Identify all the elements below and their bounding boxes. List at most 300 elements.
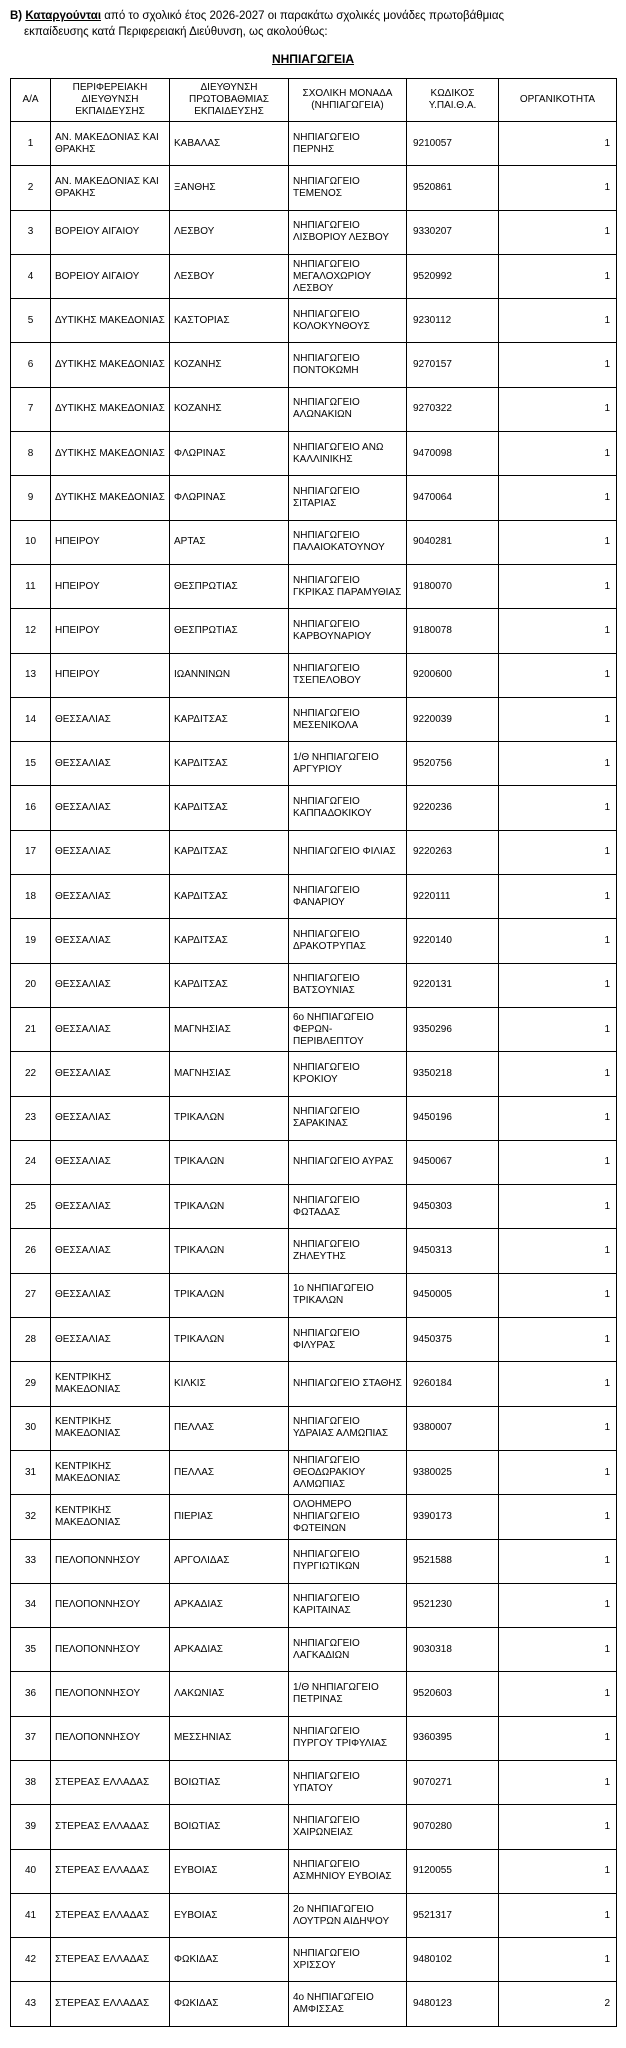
cell-primary-directorate: ΛΑΚΩΝΙΑΣ: [170, 1672, 289, 1716]
cell-code: 9270322: [407, 387, 499, 431]
cell-regional-directorate: ΘΕΣΣΑΛΙΑΣ: [51, 1140, 170, 1184]
cell-regional-directorate: ΚΕΝΤΡΙΚΗΣ ΜΑΚΕΔΟΝΙΑΣ: [51, 1495, 170, 1539]
cell-regional-directorate: ΚΕΝΤΡΙΚΗΣ ΜΑΚΕΔΟΝΙΑΣ: [51, 1450, 170, 1494]
cell-primary-directorate: ΛΕΣΒΟΥ: [170, 210, 289, 254]
cell-aa: 12: [11, 609, 51, 653]
cell-regional-directorate: ΘΕΣΣΑΛΙΑΣ: [51, 1229, 170, 1273]
cell-primary-directorate: ΜΑΓΝΗΣΙΑΣ: [170, 1052, 289, 1096]
table-row: [11, 1052, 617, 1096]
table-row: [11, 1185, 617, 1229]
cell-primary-directorate: ΕΥΒΟΙΑΣ: [170, 1849, 289, 1893]
table-row: [11, 432, 617, 476]
cell-aa: 2: [11, 166, 51, 210]
cell-aa: 24: [11, 1140, 51, 1184]
table-row: [11, 609, 617, 653]
cell-primary-directorate: ΦΛΩΡΙΝΑΣ: [170, 432, 289, 476]
cell-aa: 18: [11, 875, 51, 919]
cell-code: 9520756: [407, 742, 499, 786]
cell-aa: 38: [11, 1760, 51, 1804]
cell-organikotita: 1: [499, 875, 617, 919]
table-row: [11, 742, 617, 786]
cell-primary-directorate: ΤΡΙΚΑΛΩΝ: [170, 1318, 289, 1362]
cell-aa: 17: [11, 830, 51, 874]
table-row: [11, 1628, 617, 1672]
cell-code: 9450375: [407, 1318, 499, 1362]
cell-regional-directorate: ΚΕΝΤΡΙΚΗΣ ΜΑΚΕΔΟΝΙΑΣ: [51, 1406, 170, 1450]
table-row: [11, 122, 617, 166]
cell-school-unit: ΝΗΠΙΑΓΩΓΕΙΟ ΑΣΜΗΝΙΟΥ ΕΥΒΟΙΑΣ: [289, 1849, 407, 1893]
cell-organikotita: 1: [499, 1185, 617, 1229]
cell-school-unit: ΝΗΠΙΑΓΩΓΕΙΟ ΚΡΟΚΙΟΥ: [289, 1052, 407, 1096]
cell-code: 9180078: [407, 609, 499, 653]
header-code: ΚΩΔΙΚΟΣ Υ.ΠΑΙ.Θ.Α.: [407, 79, 499, 122]
cell-primary-directorate: ΜΑΓΝΗΣΙΑΣ: [170, 1007, 289, 1051]
cell-aa: 3: [11, 210, 51, 254]
cell-code: 9450303: [407, 1185, 499, 1229]
cell-regional-directorate: ΗΠΕΙΡΟΥ: [51, 564, 170, 608]
intro-text-2: εκπαίδευσης κατά Περιφερειακή Διεύθυνση, ως ακολούθως:: [24, 26, 328, 38]
cell-code: 9180070: [407, 564, 499, 608]
cell-regional-directorate: ΘΕΣΣΑΛΙΑΣ: [51, 1096, 170, 1140]
cell-aa: 36: [11, 1672, 51, 1716]
cell-regional-directorate: ΑΝ. ΜΑΚΕΔΟΝΙΑΣ ΚΑΙ ΘΡΑΚΗΣ: [51, 122, 170, 166]
table-row: [11, 1938, 617, 1982]
table-row: [11, 963, 617, 1007]
cell-aa: 28: [11, 1318, 51, 1362]
cell-code: 9520603: [407, 1672, 499, 1716]
cell-aa: 33: [11, 1539, 51, 1583]
cell-regional-directorate: ΘΕΣΣΑΛΙΑΣ: [51, 1185, 170, 1229]
cell-organikotita: 1: [499, 1495, 617, 1539]
cell-code: 9120055: [407, 1849, 499, 1893]
cell-code: 9450313: [407, 1229, 499, 1273]
cell-primary-directorate: ΤΡΙΚΑΛΩΝ: [170, 1185, 289, 1229]
cell-organikotita: 1: [499, 476, 617, 520]
cell-aa: 32: [11, 1495, 51, 1539]
cell-code: 9480123: [407, 1982, 499, 2026]
table-row: [11, 476, 617, 520]
cell-aa: 14: [11, 697, 51, 741]
cell-regional-directorate: ΔΥΤΙΚΗΣ ΜΑΚΕΔΟΝΙΑΣ: [51, 387, 170, 431]
cell-organikotita: 1: [499, 564, 617, 608]
header-organikotita: ΟΡΓΑΝΙΚΟΤΗΤΑ: [499, 79, 617, 122]
table-row: [11, 564, 617, 608]
cell-organikotita: 1: [499, 1938, 617, 1982]
cell-organikotita: 1: [499, 1539, 617, 1583]
cell-organikotita: 1: [499, 919, 617, 963]
cell-code: 9030318: [407, 1628, 499, 1672]
cell-primary-directorate: ΑΡΚΑΔΙΑΣ: [170, 1628, 289, 1672]
cell-aa: 26: [11, 1229, 51, 1273]
cell-school-unit: ΝΗΠΙΑΓΩΓΕΙΟ ΠΥΡΓΟΥ ΤΡΙΦΥΛΙΑΣ: [289, 1716, 407, 1760]
cell-school-unit: ΝΗΠΙΑΓΩΓΕΙΟ ΣΙΤΑΡΙΑΣ: [289, 476, 407, 520]
cell-regional-directorate: ΔΥΤΙΚΗΣ ΜΑΚΕΔΟΝΙΑΣ: [51, 476, 170, 520]
cell-code: 9520992: [407, 254, 499, 298]
cell-regional-directorate: ΗΠΕΙΡΟΥ: [51, 653, 170, 697]
cell-code: 9070280: [407, 1805, 499, 1849]
cell-primary-directorate: ΘΕΣΠΡΩΤΙΑΣ: [170, 609, 289, 653]
cell-school-unit: ΝΗΠΙΑΓΩΓΕΙΟ ΔΡΑΚΟΤΡΥΠΑΣ: [289, 919, 407, 963]
cell-organikotita: 1: [499, 1007, 617, 1051]
cell-organikotita: 1: [499, 1450, 617, 1494]
cell-aa: 37: [11, 1716, 51, 1760]
cell-primary-directorate: ΤΡΙΚΑΛΩΝ: [170, 1273, 289, 1317]
cell-school-unit: ΝΗΠΙΑΓΩΓΕΙΟ ΠΥΡΓΙΩΤΙΚΩΝ: [289, 1539, 407, 1583]
cell-regional-directorate: ΚΕΝΤΡΙΚΗΣ ΜΑΚΕΔΟΝΙΑΣ: [51, 1362, 170, 1406]
cell-aa: 9: [11, 476, 51, 520]
cell-code: 9210057: [407, 122, 499, 166]
cell-primary-directorate: ΚΑΒΑΛΑΣ: [170, 122, 289, 166]
cell-school-unit: ΝΗΠΙΑΓΩΓΕΙΟ ΒΑΤΣΟΥΝΙΑΣ: [289, 963, 407, 1007]
table-row: [11, 1672, 617, 1716]
cell-aa: 10: [11, 520, 51, 564]
cell-aa: 1: [11, 122, 51, 166]
cell-primary-directorate: ΚΑΡΔΙΤΣΑΣ: [170, 963, 289, 1007]
cell-primary-directorate: ΠΕΛΛΑΣ: [170, 1450, 289, 1494]
cell-regional-directorate: ΒΟΡΕΙΟΥ ΑΙΓΑΙΟΥ: [51, 254, 170, 298]
cell-organikotita: 1: [499, 1805, 617, 1849]
cell-primary-directorate: ΑΡΚΑΔΙΑΣ: [170, 1583, 289, 1627]
cell-organikotita: 1: [499, 830, 617, 874]
cell-code: 9470064: [407, 476, 499, 520]
cell-school-unit: ΝΗΠΙΑΓΩΓΕΙΟ ΦΑΝΑΡΙΟΥ: [289, 875, 407, 919]
cell-primary-directorate: ΦΛΩΡΙΝΑΣ: [170, 476, 289, 520]
cell-regional-directorate: ΣΤΕΡΕΑΣ ΕΛΛΑΔΑΣ: [51, 1849, 170, 1893]
cell-school-unit: 4ο ΝΗΠΙΑΓΩΓΕΙΟ ΑΜΦΙΣΣΑΣ: [289, 1982, 407, 2026]
cell-regional-directorate: ΣΤΕΡΕΑΣ ΕΛΛΑΔΑΣ: [51, 1982, 170, 2026]
cell-primary-directorate: ΚΟΖΑΝΗΣ: [170, 343, 289, 387]
table-row: [11, 1760, 617, 1804]
cell-aa: 13: [11, 653, 51, 697]
cell-regional-directorate: ΠΕΛΟΠΟΝΝΗΣΟΥ: [51, 1716, 170, 1760]
table-row: [11, 1539, 617, 1583]
cell-code: 9220131: [407, 963, 499, 1007]
cell-organikotita: 1: [499, 1716, 617, 1760]
cell-primary-directorate: ΞΑΝΘΗΣ: [170, 166, 289, 210]
cell-code: 9521588: [407, 1539, 499, 1583]
table-row: [11, 1096, 617, 1140]
cell-aa: 31: [11, 1450, 51, 1494]
cell-school-unit: ΝΗΠΙΑΓΩΓΕΙΟ ΜΕΓΑΛΟΧΩΡΙΟΥ ΛΕΣΒΟΥ: [289, 254, 407, 298]
cell-organikotita: 1: [499, 1760, 617, 1804]
cell-code: 9520861: [407, 166, 499, 210]
cell-school-unit: ΝΗΠΙΑΓΩΓΕΙΟ ΣΑΡΑΚΙΝΑΣ: [289, 1096, 407, 1140]
cell-code: 9220111: [407, 875, 499, 919]
cell-school-unit: ΝΗΠΙΑΓΩΓΕΙΟ ΠΕΡΝΗΣ: [289, 122, 407, 166]
cell-regional-directorate: ΔΥΤΙΚΗΣ ΜΑΚΕΔΟΝΙΑΣ: [51, 343, 170, 387]
cell-primary-directorate: ΘΕΣΠΡΩΤΙΑΣ: [170, 564, 289, 608]
cell-organikotita: 1: [499, 166, 617, 210]
cell-school-unit: ΟΛΟΗΜΕΡΟ ΝΗΠΙΑΓΩΓΕΙΟ ΦΩΤΕΙΝΩΝ: [289, 1495, 407, 1539]
cell-aa: 16: [11, 786, 51, 830]
cell-aa: 20: [11, 963, 51, 1007]
table-row: [11, 254, 617, 298]
cell-code: 9521317: [407, 1893, 499, 1937]
cell-aa: 27: [11, 1273, 51, 1317]
table-row: [11, 343, 617, 387]
cell-aa: 21: [11, 1007, 51, 1051]
cell-code: 9350296: [407, 1007, 499, 1051]
cell-code: 9220039: [407, 697, 499, 741]
cell-organikotita: 1: [499, 963, 617, 1007]
cell-school-unit: ΝΗΠΙΑΓΩΓΕΙΟ ΧΡΙΣΣΟΥ: [289, 1938, 407, 1982]
cell-school-unit: ΝΗΠΙΑΓΩΓΕΙΟ ΣΤΑΘΗΣ: [289, 1362, 407, 1406]
cell-aa: 43: [11, 1982, 51, 2026]
cell-regional-directorate: ΑΝ. ΜΑΚΕΔΟΝΙΑΣ ΚΑΙ ΘΡΑΚΗΣ: [51, 166, 170, 210]
cell-aa: 5: [11, 299, 51, 343]
cell-aa: 4: [11, 254, 51, 298]
cell-organikotita: 1: [499, 609, 617, 653]
cell-aa: 22: [11, 1052, 51, 1096]
table-row: [11, 697, 617, 741]
cell-aa: 8: [11, 432, 51, 476]
cell-organikotita: 1: [499, 343, 617, 387]
table-row: [11, 166, 617, 210]
table-row: [11, 1273, 617, 1317]
cell-code: 9260184: [407, 1362, 499, 1406]
cell-primary-directorate: ΠΕΛΛΑΣ: [170, 1406, 289, 1450]
cell-school-unit: ΝΗΠΙΑΓΩΓΕΙΟ ΜΕΣΕΝΙΚΟΛΑ: [289, 697, 407, 741]
cell-school-unit: ΝΗΠΙΑΓΩΓΕΙΟ ΚΟΛΟΚΥΝΘΟΥΣ: [289, 299, 407, 343]
cell-organikotita: 1: [499, 1318, 617, 1362]
cell-organikotita: 1: [499, 786, 617, 830]
table-row: [11, 653, 617, 697]
cell-code: 9270157: [407, 343, 499, 387]
table-row: [11, 1318, 617, 1362]
cell-school-unit: ΝΗΠΙΑΓΩΓΕΙΟ ΖΗΛΕΥΤΗΣ: [289, 1229, 407, 1273]
cell-primary-directorate: ΑΡΤΑΣ: [170, 520, 289, 564]
cell-school-unit: 1/Θ ΝΗΠΙΑΓΩΓΕΙΟ ΠΕΤΡΙΝΑΣ: [289, 1672, 407, 1716]
cell-organikotita: 1: [499, 1849, 617, 1893]
cell-primary-directorate: ΚΑΡΔΙΤΣΑΣ: [170, 830, 289, 874]
cell-organikotita: 1: [499, 1229, 617, 1273]
cell-regional-directorate: ΘΕΣΣΑΛΙΑΣ: [51, 875, 170, 919]
table-body: [11, 122, 617, 2027]
cell-code: 9450067: [407, 1140, 499, 1184]
cell-regional-directorate: ΠΕΛΟΠΟΝΝΗΣΟΥ: [51, 1628, 170, 1672]
table-row: [11, 1716, 617, 1760]
cell-organikotita: 1: [499, 1273, 617, 1317]
cell-organikotita: 1: [499, 697, 617, 741]
cell-primary-directorate: ΦΩΚΙΔΑΣ: [170, 1938, 289, 1982]
section-heading: ΝΗΠΙΑΓΩΓΕΙΑ: [271, 52, 355, 66]
table-row: [11, 1583, 617, 1627]
cell-aa: 41: [11, 1893, 51, 1937]
cell-aa: 25: [11, 1185, 51, 1229]
table-row: [11, 830, 617, 874]
cell-school-unit: ΝΗΠΙΑΓΩΓΕΙΟ ΑΥΡΑΣ: [289, 1140, 407, 1184]
cell-regional-directorate: ΘΕΣΣΑΛΙΑΣ: [51, 1273, 170, 1317]
cell-primary-directorate: ΤΡΙΚΑΛΩΝ: [170, 1140, 289, 1184]
header-school-unit: ΣΧΟΛΙΚΗ ΜΟΝΑΔΑ (ΝΗΠΙΑΓΩΓΕΙΑ): [289, 79, 407, 122]
cell-primary-directorate: ΚΑΡΔΙΤΣΑΣ: [170, 742, 289, 786]
table-header: [11, 79, 617, 122]
cell-school-unit: ΝΗΠΙΑΓΩΓΕΙΟ ΤΣΕΠΕΛΟΒΟΥ: [289, 653, 407, 697]
cell-organikotita: 1: [499, 432, 617, 476]
cell-school-unit: ΝΗΠΙΑΓΩΓΕΙΟ ΛΑΓΚΑΔΙΩΝ: [289, 1628, 407, 1672]
cell-organikotita: 2: [499, 1982, 617, 2026]
cell-school-unit: ΝΗΠΙΑΓΩΓΕΙΟ ΥΔΡΑΙΑΣ ΑΛΜΩΠΙΑΣ: [289, 1406, 407, 1450]
table-row: [11, 1450, 617, 1494]
cell-code: 9220236: [407, 786, 499, 830]
cell-primary-directorate: ΚΑΡΔΙΤΣΑΣ: [170, 697, 289, 741]
cell-school-unit: ΝΗΠΙΑΓΩΓΕΙΟ ΥΠΑΤΟΥ: [289, 1760, 407, 1804]
table-row: [11, 1805, 617, 1849]
cell-organikotita: 1: [499, 1672, 617, 1716]
cell-primary-directorate: ΚΑΡΔΙΤΣΑΣ: [170, 919, 289, 963]
cell-school-unit: ΝΗΠΙΑΓΩΓΕΙΟ ΚΑΠΠΑΔΟΚΙΚΟΥ: [289, 786, 407, 830]
cell-organikotita: 1: [499, 1406, 617, 1450]
cell-organikotita: 1: [499, 254, 617, 298]
cell-primary-directorate: ΤΡΙΚΑΛΩΝ: [170, 1229, 289, 1273]
cell-organikotita: 1: [499, 299, 617, 343]
cell-organikotita: 1: [499, 1583, 617, 1627]
table-row: [11, 1982, 617, 2026]
cell-regional-directorate: ΠΕΛΟΠΟΝΝΗΣΟΥ: [51, 1672, 170, 1716]
cell-primary-directorate: ΠΙΕΡΙΑΣ: [170, 1495, 289, 1539]
cell-school-unit: 1ο ΝΗΠΙΑΓΩΓΕΙΟ ΤΡΙΚΑΛΩΝ: [289, 1273, 407, 1317]
cell-school-unit: ΝΗΠΙΑΓΩΓΕΙΟ ΓΚΡΙΚΑΣ ΠΑΡΑΜΥΘΙΑΣ: [289, 564, 407, 608]
cell-aa: 29: [11, 1362, 51, 1406]
cell-school-unit: ΝΗΠΙΑΓΩΓΕΙΟ ΤΕΜΕΝΟΣ: [289, 166, 407, 210]
header-primary-directorate: ΔΙΕΥΘΥΝΣΗ ΠΡΩΤΟΒΑΘΜΙΑΣ ΕΚΠΑΙΔΕΥΣΗΣ: [170, 79, 289, 122]
table-row: [11, 919, 617, 963]
cell-code: 9230112: [407, 299, 499, 343]
cell-organikotita: 1: [499, 122, 617, 166]
cell-school-unit: ΝΗΠΙΑΓΩΓΕΙΟ ΦΙΛΙΑΣ: [289, 830, 407, 874]
cell-regional-directorate: ΘΕΣΣΑΛΙΑΣ: [51, 1007, 170, 1051]
cell-primary-directorate: ΜΕΣΣΗΝΙΑΣ: [170, 1716, 289, 1760]
cell-code: 9390173: [407, 1495, 499, 1539]
cell-aa: 35: [11, 1628, 51, 1672]
cell-code: 9330207: [407, 210, 499, 254]
cell-code: 9070271: [407, 1760, 499, 1804]
cell-primary-directorate: ΒΟΙΩΤΙΑΣ: [170, 1805, 289, 1849]
cell-aa: 30: [11, 1406, 51, 1450]
cell-code: 9450005: [407, 1273, 499, 1317]
cell-primary-directorate: ΛΕΣΒΟΥ: [170, 254, 289, 298]
cell-primary-directorate: ΦΩΚΙΔΑΣ: [170, 1982, 289, 2026]
cell-code: 9521230: [407, 1583, 499, 1627]
cell-school-unit: ΝΗΠΙΑΓΩΓΕΙΟ ΑΝΩ ΚΑΛΛΙΝΙΚΗΣ: [289, 432, 407, 476]
cell-regional-directorate: ΘΕΣΣΑΛΙΑΣ: [51, 919, 170, 963]
cell-organikotita: 1: [499, 742, 617, 786]
intro-paragraph: [10, 8, 616, 40]
cell-primary-directorate: ΚΙΛΚΙΣ: [170, 1362, 289, 1406]
cell-organikotita: 1: [499, 1893, 617, 1937]
cell-school-unit: ΝΗΠΙΑΓΩΓΕΙΟ ΠΑΛΑΙΟΚΑΤΟΥΝΟΥ: [289, 520, 407, 564]
cell-code: 9450196: [407, 1096, 499, 1140]
cell-code: 9480102: [407, 1938, 499, 1982]
cell-primary-directorate: ΒΟΙΩΤΙΑΣ: [170, 1760, 289, 1804]
cell-aa: 19: [11, 919, 51, 963]
cell-code: 9220140: [407, 919, 499, 963]
cell-primary-directorate: ΙΩΑΝΝΙΝΩΝ: [170, 653, 289, 697]
cell-regional-directorate: ΘΕΣΣΑΛΙΑΣ: [51, 830, 170, 874]
cell-aa: 40: [11, 1849, 51, 1893]
cell-code: 9040281: [407, 520, 499, 564]
cell-regional-directorate: ΔΥΤΙΚΗΣ ΜΑΚΕΔΟΝΙΑΣ: [51, 432, 170, 476]
cell-school-unit: ΝΗΠΙΑΓΩΓΕΙΟ ΦΩΤΑΔΑΣ: [289, 1185, 407, 1229]
cell-organikotita: 1: [499, 1362, 617, 1406]
cell-school-unit: ΝΗΠΙΑΓΩΓΕΙΟ ΦΙΛΥΡΑΣ: [289, 1318, 407, 1362]
cell-school-unit: ΝΗΠΙΑΓΩΓΕΙΟ ΛΙΣΒΟΡΙΟΥ ΛΕΣΒΟΥ: [289, 210, 407, 254]
cell-aa: 7: [11, 387, 51, 431]
cell-regional-directorate: ΘΕΣΣΑΛΙΑΣ: [51, 697, 170, 741]
table-row: [11, 520, 617, 564]
cell-aa: 23: [11, 1096, 51, 1140]
table-row: [11, 299, 617, 343]
cell-organikotita: 1: [499, 1096, 617, 1140]
cell-aa: 39: [11, 1805, 51, 1849]
cell-primary-directorate: ΚΑΡΔΙΤΣΑΣ: [170, 786, 289, 830]
cell-code: 9470098: [407, 432, 499, 476]
header-regional-directorate: ΠΕΡΙΦΕΡΕΙΑΚΗ ΔΙΕΥΘΥΝΣΗ ΕΚΠΑΙΔΕΥΣΗΣ: [51, 79, 170, 122]
cell-school-unit: ΝΗΠΙΑΓΩΓΕΙΟ ΚΑΡΒΟΥΝΑΡΙΟΥ: [289, 609, 407, 653]
cell-regional-directorate: ΠΕΛΟΠΟΝΝΗΣΟΥ: [51, 1539, 170, 1583]
cell-code: 9220263: [407, 830, 499, 874]
cell-primary-directorate: ΚΑΣΤΟΡΙΑΣ: [170, 299, 289, 343]
cell-regional-directorate: ΗΠΕΙΡΟΥ: [51, 520, 170, 564]
cell-aa: 11: [11, 564, 51, 608]
cell-regional-directorate: ΣΤΕΡΕΑΣ ΕΛΛΑΔΑΣ: [51, 1805, 170, 1849]
cell-regional-directorate: ΘΕΣΣΑΛΙΑΣ: [51, 963, 170, 1007]
table-row: [11, 1406, 617, 1450]
schools-table: [10, 78, 617, 2027]
cell-regional-directorate: ΠΕΛΟΠΟΝΝΗΣΟΥ: [51, 1583, 170, 1627]
cell-organikotita: 1: [499, 1052, 617, 1096]
intro-verb: Καταργούνται: [25, 10, 102, 22]
cell-school-unit: ΝΗΠΙΑΓΩΓΕΙΟ ΑΛΩΝΑΚΙΩΝ: [289, 387, 407, 431]
table-row: [11, 1007, 617, 1051]
cell-regional-directorate: ΘΕΣΣΑΛΙΑΣ: [51, 786, 170, 830]
cell-regional-directorate: ΘΕΣΣΑΛΙΑΣ: [51, 742, 170, 786]
cell-primary-directorate: ΑΡΓΟΛΙΔΑΣ: [170, 1539, 289, 1583]
cell-aa: 6: [11, 343, 51, 387]
cell-school-unit: ΝΗΠΙΑΓΩΓΕΙΟ ΠΟΝΤΟΚΩΜΗ: [289, 343, 407, 387]
header-aa: Α/Α: [11, 79, 51, 122]
cell-code: 9200600: [407, 653, 499, 697]
table-row: [11, 1893, 617, 1937]
cell-school-unit: 6ο ΝΗΠΙΑΓΩΓΕΙΟ ΦΕΡΩΝ-ΠΕΡΙΒΛΕΠΤΟΥ: [289, 1007, 407, 1051]
cell-regional-directorate: ΣΤΕΡΕΑΣ ΕΛΛΑΔΑΣ: [51, 1760, 170, 1804]
cell-organikotita: 1: [499, 653, 617, 697]
table-row: [11, 1495, 617, 1539]
table-row: [11, 786, 617, 830]
cell-school-unit: 1/Θ ΝΗΠΙΑΓΩΓΕΙΟ ΑΡΓΥΡΙΟΥ: [289, 742, 407, 786]
cell-primary-directorate: ΕΥΒΟΙΑΣ: [170, 1893, 289, 1937]
cell-regional-directorate: ΣΤΕΡΕΑΣ ΕΛΛΑΔΑΣ: [51, 1938, 170, 1982]
cell-organikotita: 1: [499, 1628, 617, 1672]
cell-regional-directorate: ΘΕΣΣΑΛΙΑΣ: [51, 1318, 170, 1362]
cell-code: 9360395: [407, 1716, 499, 1760]
cell-school-unit: ΝΗΠΙΑΓΩΓΕΙΟ ΘΕΟΔΩΡΑΚΙΟΥ ΑΛΜΩΠΙΑΣ: [289, 1450, 407, 1494]
table-row: [11, 387, 617, 431]
cell-code: 9350218: [407, 1052, 499, 1096]
cell-aa: 34: [11, 1583, 51, 1627]
table-row: [11, 1140, 617, 1184]
cell-regional-directorate: ΒΟΡΕΙΟΥ ΑΙΓΑΙΟΥ: [51, 210, 170, 254]
cell-organikotita: 1: [499, 387, 617, 431]
header-row: [11, 79, 617, 122]
cell-regional-directorate: ΣΤΕΡΕΑΣ ΕΛΛΑΔΑΣ: [51, 1893, 170, 1937]
cell-code: 9380025: [407, 1450, 499, 1494]
cell-organikotita: 1: [499, 520, 617, 564]
cell-primary-directorate: ΤΡΙΚΑΛΩΝ: [170, 1096, 289, 1140]
table-row: [11, 1229, 617, 1273]
cell-school-unit: ΝΗΠΙΑΓΩΓΕΙΟ ΚΑΡΙΤΑΙΝΑΣ: [289, 1583, 407, 1627]
cell-school-unit: 2ο ΝΗΠΙΑΓΩΓΕΙΟ ΛΟΥΤΡΩΝ ΑΙΔΗΨΟΥ: [289, 1893, 407, 1937]
